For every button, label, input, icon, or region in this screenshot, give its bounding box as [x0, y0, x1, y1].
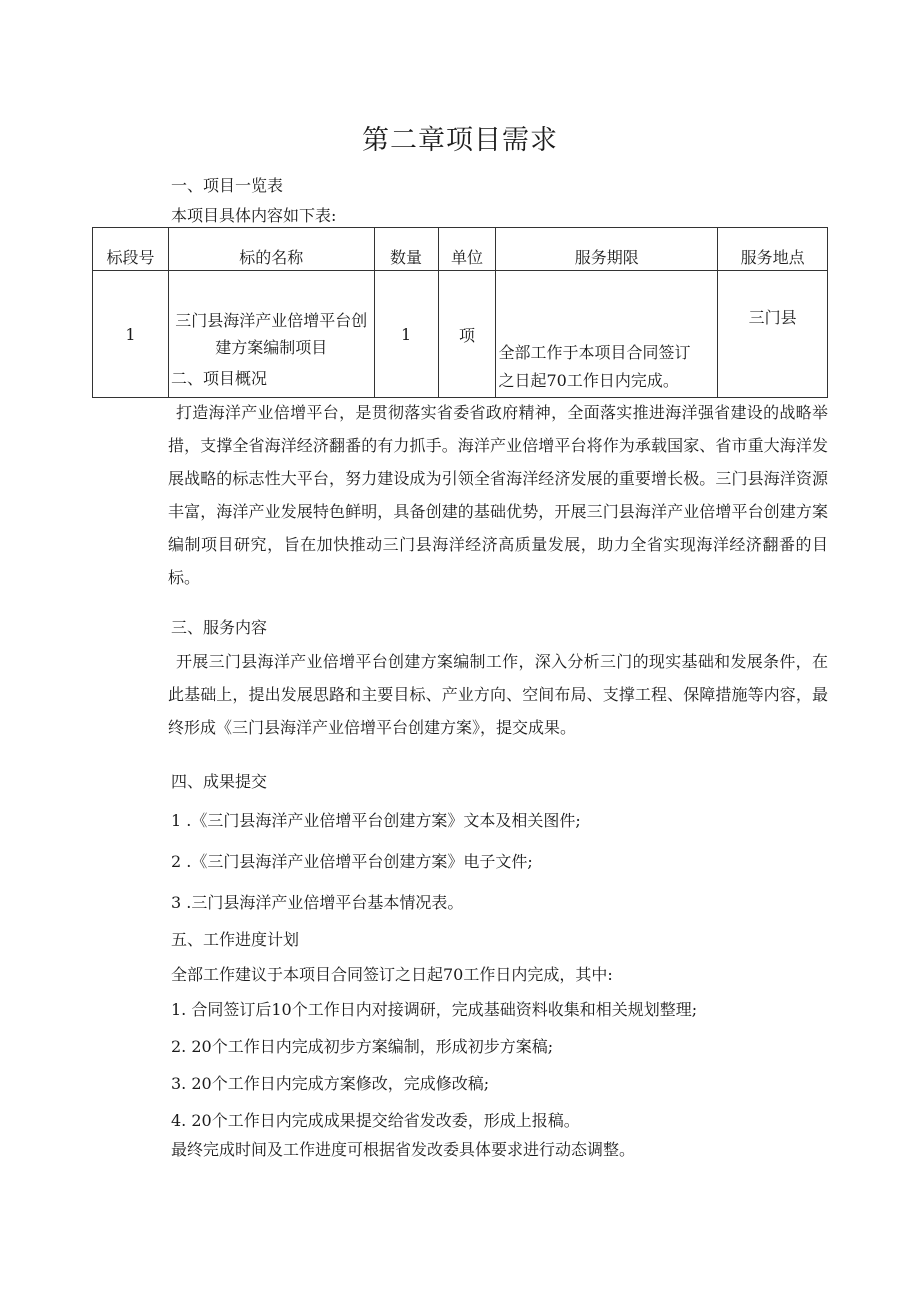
schedule-item-1: 1. 合同签订后10个工作日内对接调研，完成基础资料收集和相关规划整理;: [171, 1000, 698, 1019]
schedule-item-4: 4. 20个工作日内完成成果提交给省发改委，形成上报稿。: [171, 1111, 580, 1130]
section5-heading: 五、工作进度计划: [171, 930, 300, 949]
section1-heading: 一、项目一览表: [171, 176, 284, 195]
cell-unit: 项: [438, 271, 496, 398]
header-lot: 标段号: [93, 228, 169, 271]
section3-heading: 三、服务内容: [171, 618, 268, 637]
cell-name-line2: 建方案编制项目: [215, 338, 328, 357]
section2-heading: 二、项目概况: [171, 369, 268, 388]
header-unit: 单位: [438, 228, 496, 271]
table-header-row: [93, 228, 828, 271]
cell-period: [496, 271, 718, 398]
section3-body: 开展三门县海洋产业倍增平台创建方案编制工作，深入分析三门的现实基础和发展条件，在此基础上，提出发展思路和主要目标、产业方向、空间布局、支撑工程、保障措施等内容，最终形成《三门县海洋产业倍增平台创建方案》，提交成果。: [168, 652, 828, 737]
schedule-item-3: 3. 20个工作日内完成方案修改，完成修改稿;: [171, 1074, 490, 1093]
cell-place: 三门县: [718, 271, 828, 398]
cell-period-line1: 全部工作于本项目合同签订: [498, 343, 691, 362]
header-place: 服务地点: [718, 228, 828, 271]
chapter-title: 第二章项目需求: [362, 125, 558, 156]
section2-body: 打造海洋产业倍增平台，是贯彻落实省委省政府精神，全面落实推进海洋强省建设的战略举措，支撑全省海洋经济翻番的有力抓手。海洋产业倍增平台将作为承载国家、省市重大海洋发展战略的标志性大平台，努力建设成为引领全省海洋经济发展的重要增长极。三门县海洋资源丰富，海洋产业发展特色鲜明，具备创建的基础优势，开展三门县海洋产业倍增平台创建方案编制项目研究，旨在加快推动三门县海洋经济高质量发展，助力全省实现海洋经济翻番的目标。: [168, 403, 828, 587]
deliverable-item-1: 1 .《三门县海洋产业倍增平台创建方案》文本及相关图件;: [171, 811, 581, 830]
section5-closing: 最终完成时间及工作进度可根据省发改委具体要求进行动态调整。: [171, 1140, 636, 1159]
cell-lot: 1: [93, 271, 169, 398]
schedule-item-2: 2. 20个工作日内完成初步方案编制，形成初步方案稿;: [171, 1037, 554, 1056]
cell-quantity: 1: [374, 271, 438, 398]
section1-intro: 本项目具体内容如下表:: [171, 206, 337, 225]
deliverable-item-2: 2 .《三门县海洋产业倍增平台创建方案》电子文件;: [171, 852, 533, 871]
cell-period-line2: 之日起70工作日内完成。: [498, 371, 679, 390]
section5-intro: 全部工作建议于本项目合同签订之日起70工作日内完成，其中:: [171, 965, 613, 984]
section4-heading: 四、成果提交: [171, 772, 268, 791]
cell-name-line1: 三门县海洋产业倍增平台创: [175, 311, 368, 330]
header-quantity: 数量: [374, 228, 438, 271]
deliverable-item-3: 3 .三门县海洋产业倍增平台基本情况表。: [171, 893, 464, 912]
header-period: 服务期限: [496, 228, 718, 271]
header-name: 标的名称: [168, 228, 374, 271]
